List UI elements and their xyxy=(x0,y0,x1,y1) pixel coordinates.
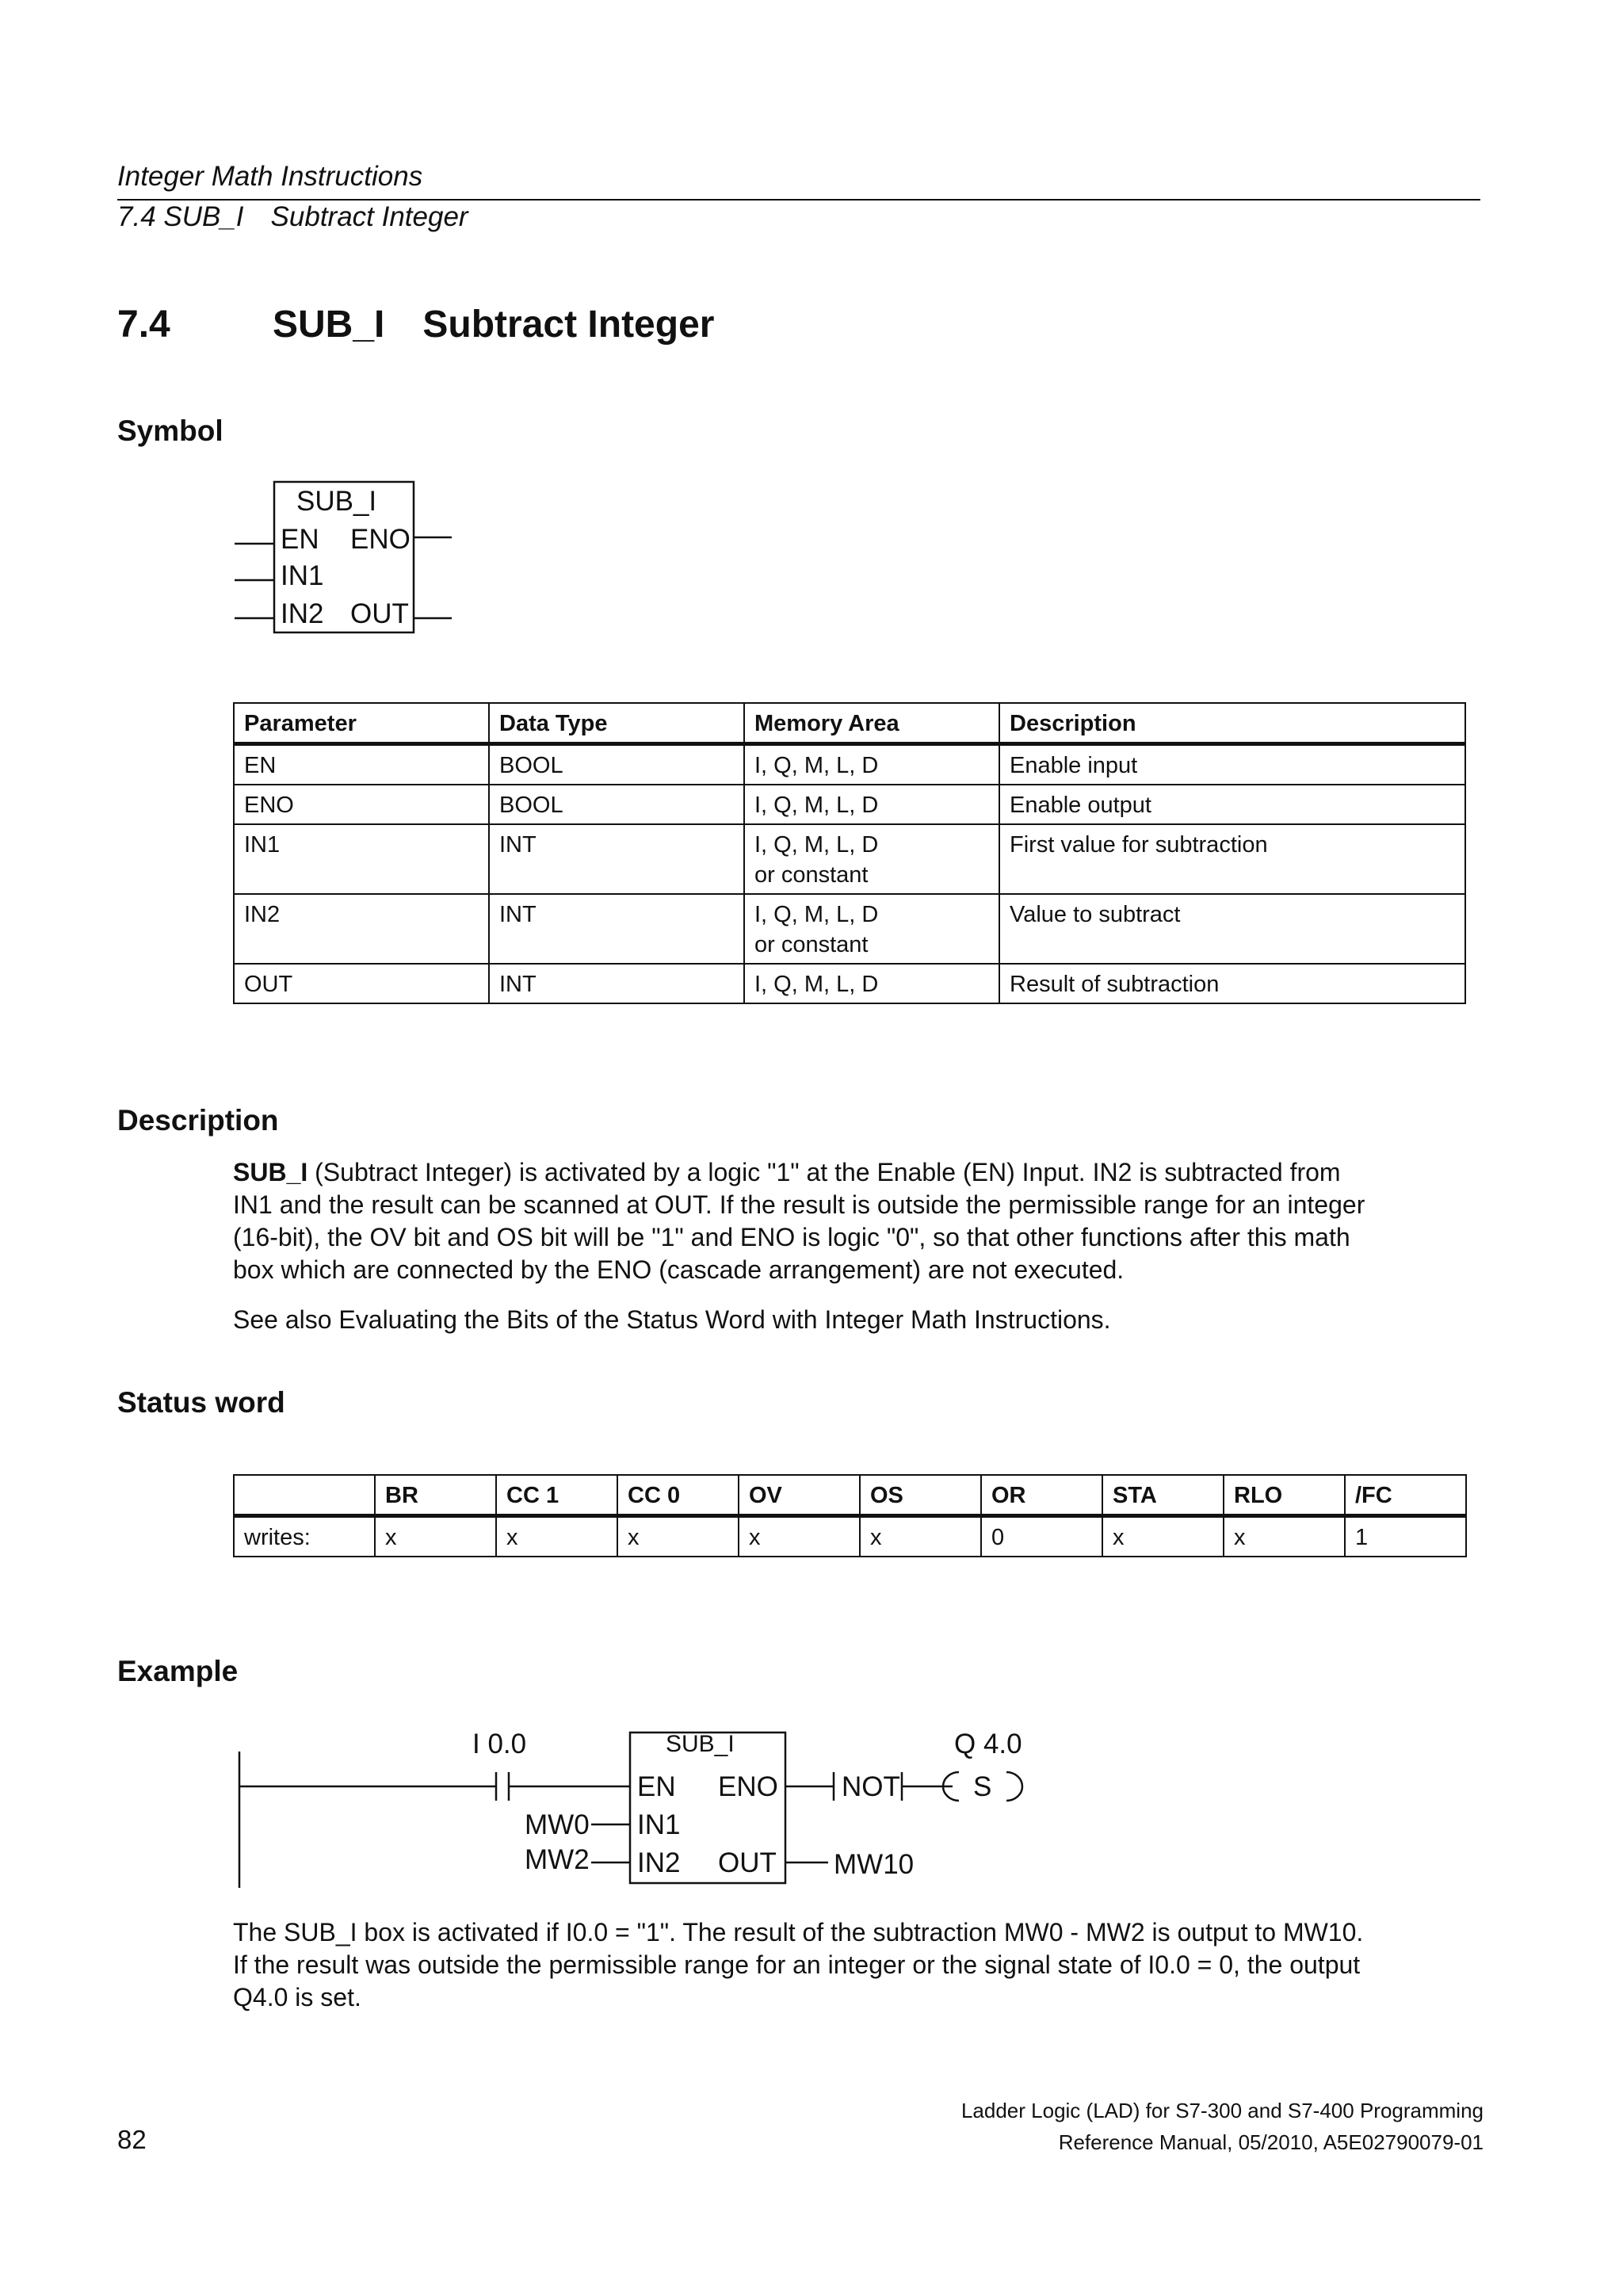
status-cell: x xyxy=(617,1516,739,1557)
section-title-text: Subtract Integer xyxy=(422,304,715,346)
description-header-cell: Description xyxy=(999,703,1465,744)
description-line: IN1 and the result can be scanned at OUT. If the result is outside the permissible range for an integer xyxy=(233,1190,1365,1219)
table-cell: Value to subtract xyxy=(999,894,1465,964)
table-cell: INT xyxy=(489,964,744,1003)
status-word-heading: Status word xyxy=(117,1386,285,1419)
mw2-operand-label: MW2 xyxy=(525,1844,590,1875)
symbol-in1-label: IN1 xyxy=(281,560,324,591)
example-heading: Example xyxy=(117,1655,239,1687)
table-cell: First value for subtraction xyxy=(999,824,1465,894)
memory-area-header-cell: Memory Area xyxy=(744,703,999,744)
status-header-cell: OR xyxy=(981,1475,1102,1516)
status-cell: x xyxy=(496,1516,617,1557)
status-header-cell: BR xyxy=(375,1475,496,1516)
contact-address-label: I 0.0 xyxy=(472,1729,527,1759)
set-coil-label: S xyxy=(973,1771,992,1802)
symbol-eno-label: ENO xyxy=(350,524,411,555)
table-cell xyxy=(744,824,999,894)
example-line: Q4.0 is set. xyxy=(233,1983,361,2011)
table-cell: Enable input xyxy=(999,744,1465,785)
table-cell: BOOL xyxy=(489,744,744,785)
header-rule xyxy=(117,199,1480,201)
status-header-cell: RLO xyxy=(1224,1475,1345,1516)
description-heading: Description xyxy=(117,1104,279,1137)
table-cell: ENO xyxy=(234,785,489,824)
symbol-box-name: SUB_I xyxy=(296,486,377,517)
symbol-heading: Symbol xyxy=(117,415,223,447)
example-in2-label: IN2 xyxy=(637,1847,681,1878)
example-eno-label: ENO xyxy=(718,1771,778,1802)
running-header-section xyxy=(117,201,468,233)
section-title-code: SUB_I xyxy=(273,304,385,346)
table-cell xyxy=(744,894,999,964)
status-header-cell: CC 0 xyxy=(617,1475,739,1516)
page-number: 82 xyxy=(117,2125,147,2154)
table-cell: INT xyxy=(489,894,744,964)
footer-manual-ref: Reference Manual, 05/2010, A5E02790079-01 xyxy=(1058,2130,1484,2154)
status-header-cell: OS xyxy=(860,1475,981,1516)
table-cell: IN2 xyxy=(234,894,489,964)
sub-i-symbol-diagram xyxy=(230,476,468,642)
example-line: The SUB_I box is activated if I0.0 = "1". The result of the subtraction MW0 - MW2 is output to MW10. xyxy=(233,1918,1364,1946)
description-line: (16-bit), the OV bit and OS bit will be "1" and ENO is logic "0", so that other functions after this math xyxy=(233,1223,1350,1251)
coil-address-label: Q 4.0 xyxy=(954,1729,1022,1759)
description-line xyxy=(233,1156,1485,1189)
description-paragraph xyxy=(233,1156,1485,1286)
table-cell: BOOL xyxy=(489,785,744,824)
table-row xyxy=(234,785,1465,824)
status-header-cell: OV xyxy=(739,1475,860,1516)
status-cell: x xyxy=(1102,1516,1224,1557)
example-in1-label: IN1 xyxy=(637,1809,681,1840)
example-en-label: EN xyxy=(637,1771,676,1802)
parameter-table-header-row xyxy=(234,703,1465,744)
table-row xyxy=(234,824,1465,894)
running-header-section-title: Subtract Integer xyxy=(270,201,468,232)
section-number: 7.4 xyxy=(117,304,170,346)
example-explanation xyxy=(233,1916,1485,2014)
status-cell: x xyxy=(1224,1516,1345,1557)
status-cell: x xyxy=(860,1516,981,1557)
example-box-name: SUB_I xyxy=(666,1731,735,1757)
status-word-writes-row xyxy=(234,1516,1466,1557)
parameter-header-cell: Parameter xyxy=(234,703,489,744)
memory-area-line: I, Q, M, L, D xyxy=(754,972,879,997)
table-cell: EN xyxy=(234,744,489,785)
memory-area-line: or constant xyxy=(754,932,869,957)
status-cell: 0 xyxy=(981,1516,1102,1557)
example-ladder-diagram xyxy=(222,1720,1062,1890)
see-also-text: See also Evaluating the Bits of the Status Word with Integer Math Instructions. xyxy=(233,1305,1111,1334)
symbol-en-label: EN xyxy=(281,524,319,555)
coil-right-arc xyxy=(1006,1772,1022,1801)
description-line-text: (Subtract Integer) is activated by a logic "1" at the Enable (EN) Input. IN2 is subtracted from xyxy=(307,1158,1341,1186)
table-row xyxy=(234,894,1465,964)
description-bold-term: SUB_I xyxy=(233,1158,308,1186)
memory-area-line: I, Q, M, L, D xyxy=(754,793,879,818)
parameter-table xyxy=(233,702,1466,1004)
status-header-cell: /FC xyxy=(1345,1475,1466,1516)
symbol-out-label: OUT xyxy=(350,598,409,629)
table-cell: Result of subtraction xyxy=(999,964,1465,1003)
table-cell xyxy=(744,964,999,1003)
table-row xyxy=(234,964,1465,1003)
status-word-table xyxy=(233,1474,1467,1557)
running-header-chapter: Integer Math Instructions xyxy=(117,161,423,192)
example-out-label: OUT xyxy=(718,1847,777,1878)
symbol-in2-label: IN2 xyxy=(281,598,324,629)
table-cell: OUT xyxy=(234,964,489,1003)
table-cell: Enable output xyxy=(999,785,1465,824)
memory-area-line: or constant xyxy=(754,862,869,888)
description-line: box which are connected by the ENO (cascade arrangement) are not executed. xyxy=(233,1255,1125,1284)
status-header-cell xyxy=(234,1475,375,1516)
example-line: If the result was outside the permissible range for an integer or the signal state of I0.0 = 0, the output xyxy=(233,1950,1361,1979)
table-cell: INT xyxy=(489,824,744,894)
status-cell: x xyxy=(375,1516,496,1557)
status-cell: writes: xyxy=(234,1516,375,1557)
mw0-operand-label: MW0 xyxy=(525,1809,590,1840)
data-type-header-cell: Data Type xyxy=(489,703,744,744)
status-header-cell: CC 1 xyxy=(496,1475,617,1516)
table-cell xyxy=(744,744,999,785)
memory-area-line: I, Q, M, L, D xyxy=(754,902,879,927)
table-cell xyxy=(744,785,999,824)
status-word-header-row xyxy=(234,1475,1466,1516)
table-cell: IN1 xyxy=(234,824,489,894)
status-header-cell: STA xyxy=(1102,1475,1224,1516)
footer-manual-title: Ladder Logic (LAD) for S7-300 and S7-400 Programming xyxy=(960,2099,1484,2122)
memory-area-line: I, Q, M, L, D xyxy=(754,832,879,858)
status-cell: 1 xyxy=(1345,1516,1466,1557)
status-cell: x xyxy=(739,1516,860,1557)
mw10-operand-label: MW10 xyxy=(834,1849,915,1880)
running-header-section-no: 7.4 SUB_I xyxy=(117,201,244,232)
table-row xyxy=(234,744,1465,785)
memory-area-line: I, Q, M, L, D xyxy=(754,753,879,778)
not-contact-label: NOT xyxy=(842,1771,900,1802)
section-title xyxy=(273,303,714,347)
